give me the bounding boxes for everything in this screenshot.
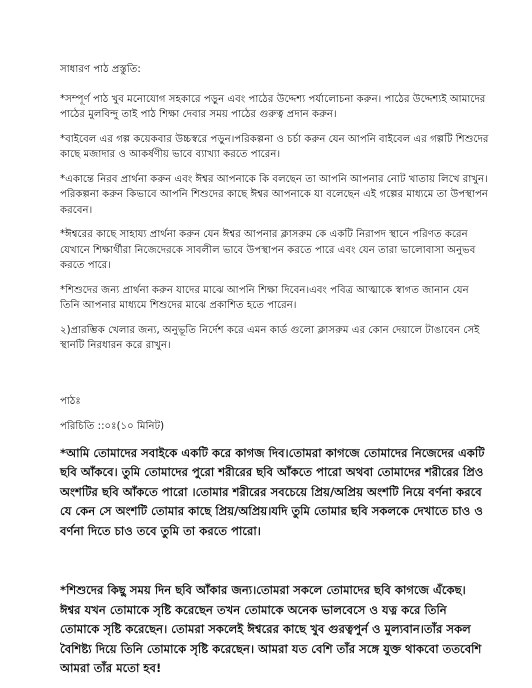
preparation-item-4: *ঈশ্বরের কাছে সাহায্য প্রার্থনা করুন যেন ঈশ্বর আপনার ক্লাসরুম কে একটি নিরাপদ স্থানে পরিণত করেন যেখানে শিক্ষার্থীরা নিজেদেরকে সাবলীল ভাবে উপস্থাপন করতে পারে এবং যেন তারা ভালোবাসা অনুভব করতে পারে। xyxy=(60,229,476,271)
lesson-label: পাঠঃ xyxy=(60,395,81,407)
intro-paragraph: *আমি তোমাদের সবাইকে একটি করে কাগজ দিব।তোমরা কাগজে তোমাদের নিজেদের একটি ছবি আঁকবে। তুমি তোমাদের পুরো শরীরের ছবি আঁকতে পারো অথবা তোমাদের শরীরের প্রিও অংশটির ছবি আঁকতে পারো ।তোমার শরীরের সবচেয়ে প্রিয়/অপ্রিয় অংশটি নিয়ে বর্ণনা করবে যে কেন সে অংশটি তোমার কাছে প্রিয়/অপ্রিয়।যদি তুমি তোমার ছবি সকলকে দেখাতে চাও ও বর্ণনা দিতে চাও তবে তুমি তা করতে পারো। xyxy=(60,445,485,538)
preparation-item-6: ২)প্রারম্ভিক খেলার জন্য, অনুভূতি নির্দেশ করে এমন কার্ড গুলো ক্লাসরুম এর কোন দেয়ালে টাঙাবেন সেই স্থানটি নিরধারন করে রাখুন। xyxy=(60,324,480,351)
drawing-paragraph: *শিশুদের কিছু সময় দিন ছবি আঁকার জন্য।তোমরা সকলে তোমাদের ছবি কাগজে এঁকেছ। ঈশ্বর যখন তোমাকে সৃষ্টি করেছেন তখন তোমাকে অনেক ভালবেসে ও যত্ন করে তিনি তোমাকে সৃষ্টি করেছেন। তোমরা সকলেই ঈশ্বরের কাছে খুব গুরত্বপুর্ন ও মুল্যবান।তাঁর সকল বৈশিষ্ট্য দিয়ে তিনি তোমাকে সৃষ্টি করেছেন। আমরা যত বেশি তাঁর সঙ্গে যুক্ত থাকবো ততবেশি আমরা তাঁর মতো হব! xyxy=(60,583,482,675)
preparation-item-1: *সম্পূর্ণ পাঠ খুব মনোযোগ সহকারে পড়ুন এবং পাঠের উদ্দেশ্য পর্যালোচনা করুন। পাঠের উদ্দেশ্যই আমাদের পাঠের মুলবিন্দু তাই পাঠ শিক্ষা দেবার সময় পাঠের গুরুত্ব প্রদান করুন। xyxy=(60,93,486,120)
preparation-item-5: *শিশুদের জন্য প্রার্থনা করুন যাদের মাঝে আপনি শিক্ষা দিবেন।এবং পবিত্র আত্মাকে স্বাগত জানান যেন তিনি আপনার মাধ্যমে শিশুদের মাঝে প্রকাশিত হতে পারেন। xyxy=(60,284,469,311)
preparation-item-3: *একান্তে নিরব প্রার্থনা করুন এবং ঈশ্বর আপনাকে কি বলছেন তা আপনি আপনার নোট খাতায় লিখে রাখুন।পরিকল্পনা করুন কিভাবে আপনি শিশুদের কাছে ঈশ্বর আপনাকে যা বলেছেন এই গল্পের মাধ্যমে তা উপস্থাপন করবেন। xyxy=(60,173,488,216)
intro-label: পরিচিতি ::০ঃ(১০ মিনিট) xyxy=(60,421,165,432)
preparation-item-2: *বাইবেল এর গল্প কয়েকবার উচ্চস্বরে পড়ুন।পরিকল্পনা ও চর্চা করুন যেন আপনি বাইবেল এর গল্পটি শিশুদের কাছে মজাদার ও আকর্ষণীয় ভাবে ব্যাখ্যা করতে পারেন। xyxy=(60,133,489,160)
section-heading: সাধারণ পাঠ প্রস্তুতি: xyxy=(60,64,141,75)
